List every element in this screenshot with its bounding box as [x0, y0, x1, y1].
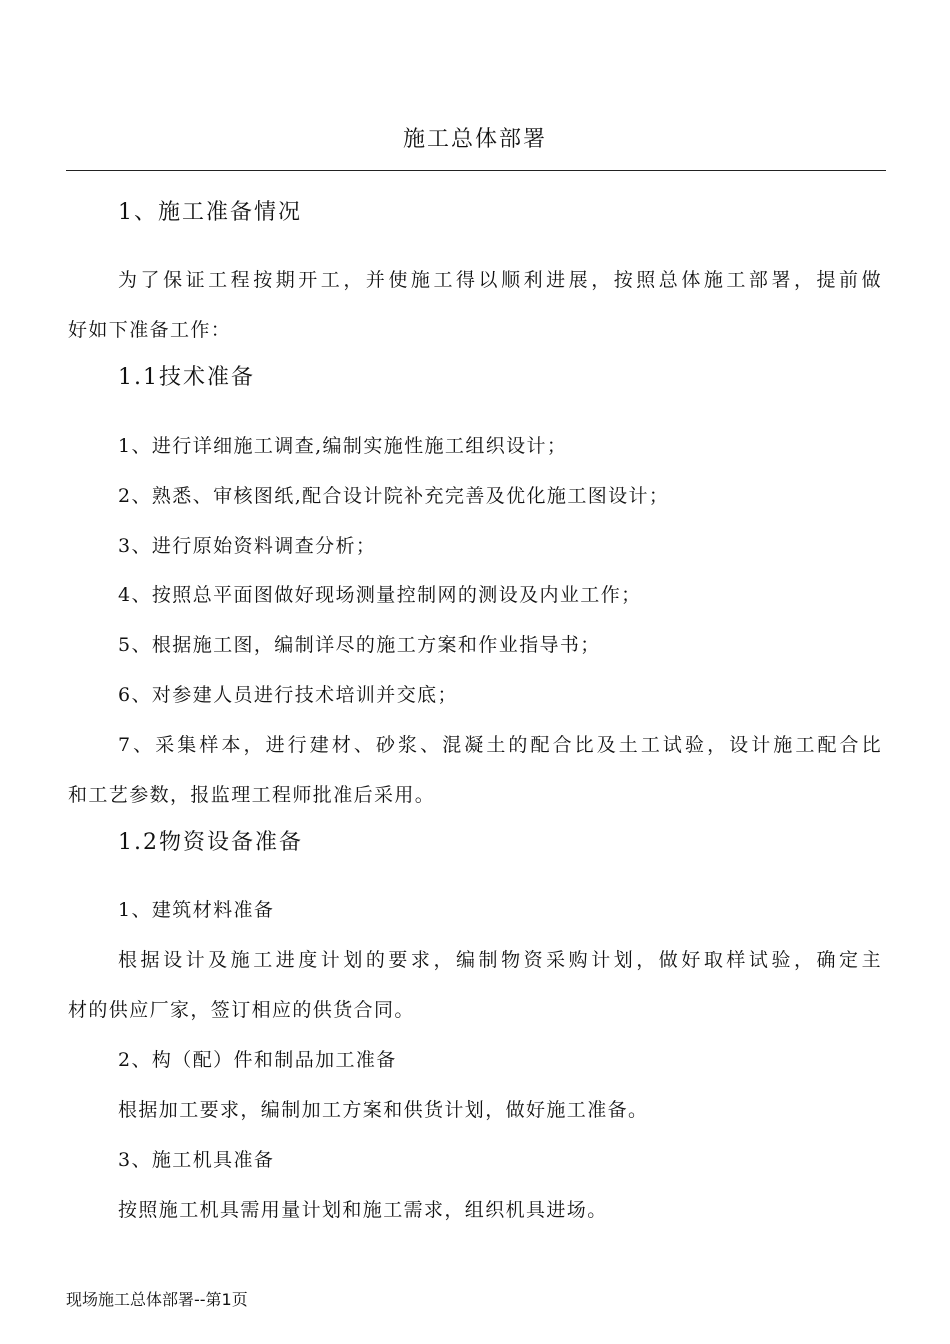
tech-item-7-line-1: 7、采集样本，进行建材、砂浆、混凝土的配合比及土工试验，设计施工配合比	[118, 734, 882, 756]
page-footer: 现场施工总体部署--第1页	[66, 1290, 248, 1309]
tech-item-6: 6、对参建人员进行技术培训并交底；	[118, 684, 458, 706]
components-text: 根据加工要求，编制加工方案和供货计划，做好施工准备。	[118, 1099, 649, 1121]
machinery-subtitle: 3、施工机具准备	[118, 1149, 275, 1171]
tech-item-4: 4、按照总平面图做好现场测量控制网的测设及内业工作；	[118, 584, 642, 606]
title-divider	[66, 170, 886, 171]
section-heading-1-1: 1.1技术准备	[118, 365, 255, 390]
intro-paragraph-line-1: 为了保证工程按期开工，并使施工得以顺利进展，按照总体施工部署，提前做	[118, 269, 882, 291]
components-subtitle: 2、构（配）件和制品加工准备	[118, 1049, 397, 1071]
materials-text-line-2: 材的供应厂家，签订相应的供货合同。	[68, 999, 415, 1021]
tech-item-1: 1、进行详细施工调查,编制实施性施工组织设计；	[118, 435, 568, 457]
tech-item-5: 5、根据施工图，编制详尽的施工方案和作业指导书；	[118, 634, 601, 656]
intro-paragraph-line-2: 好如下准备工作：	[68, 319, 232, 341]
section-heading-1: 1、施工准备情况	[118, 200, 302, 225]
materials-text-line-1: 根据设计及施工进度计划的要求，编制物资采购计划，做好取样试验，确定主	[118, 949, 882, 971]
tech-item-2: 2、熟悉、审核图纸,配合设计院补充完善及优化施工图设计；	[118, 485, 670, 507]
materials-subtitle: 1、建筑材料准备	[118, 899, 275, 921]
tech-item-7-line-2: 和工艺参数，报监理工程师批准后采用。	[68, 784, 436, 806]
document-title: 施工总体部署	[402, 127, 547, 152]
section-heading-1-2: 1.2物资设备准备	[118, 830, 303, 855]
machinery-text: 按照施工机具需用量计划和施工需求，组织机具进场。	[118, 1199, 608, 1221]
tech-item-3: 3、进行原始资料调查分析；	[118, 535, 377, 557]
